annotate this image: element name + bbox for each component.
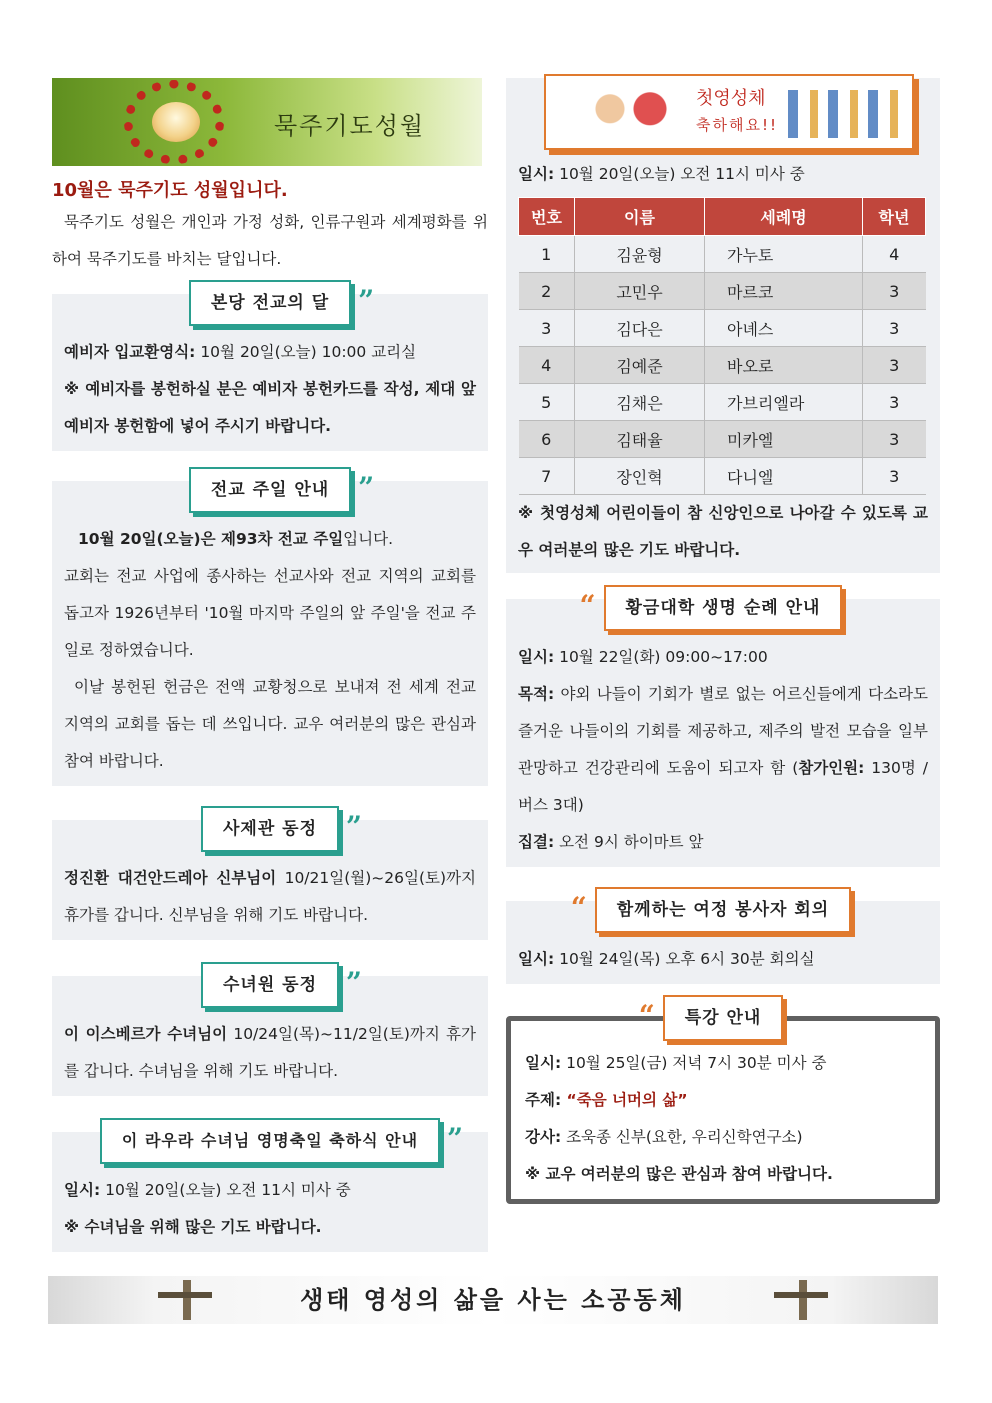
table-cell: 3 — [863, 310, 926, 347]
table-header: 번호 — [519, 198, 575, 236]
feast-title: 이 라우라 수녀님 영명축일 축하식 안내 ” — [100, 1118, 440, 1164]
communion-note: ※ 첫영성체 어린이들이 참 신앙인으로 나아갈 수 있도록 교우 여러분의 많은 기도 바랍니다. — [518, 504, 928, 559]
pilgrimage-gather-label: 집결: — [518, 833, 555, 851]
lecture-date-label: 일시: — [525, 1054, 562, 1072]
lecture-note: ※ 교우 여러분의 많은 관심과 참여 바랍니다. — [525, 1165, 833, 1183]
feast-date-value: 10월 20일(오늘) 오전 11시 미사 중 — [100, 1181, 351, 1199]
lecture-speaker-value: 조욱종 신부(요한, 우리신학연구소) — [561, 1128, 803, 1146]
lecture-box — [506, 999, 940, 1204]
quote-icon: ” — [345, 966, 364, 999]
convent-news-title: 수녀원 동정 ” — [201, 962, 339, 1008]
table-cell: 5 — [519, 384, 575, 421]
intro-heading: 10월은 묵주기도 성월입니다. — [52, 180, 288, 201]
quote-icon: “ — [638, 999, 656, 1032]
table-row — [519, 310, 926, 347]
table-cell: 가브리엘라 — [705, 384, 863, 421]
table-header-row — [519, 198, 926, 236]
lecture-topic-value: “죽음 너머의 삶” — [561, 1091, 688, 1109]
candle-icon — [152, 102, 200, 142]
table-row — [519, 236, 926, 273]
table-cell: 장인혁 — [575, 458, 705, 495]
mission-month-label: 예비자 입교환영식: — [64, 343, 196, 361]
priest-news-text: 10/21일(월)~26일(토)까지 휴가를 갑니다. 신부님을 위해 기도 바랍니다. — [64, 869, 476, 924]
table-cell: 고민우 — [575, 273, 705, 310]
pilgrimage-section — [506, 589, 940, 867]
table-header: 세례명 — [705, 198, 863, 236]
footer-text: 생태 영성의 삶을 사는 소공동체 — [300, 1286, 686, 1314]
right-column — [506, 78, 940, 1204]
table-cell: 미카엘 — [705, 421, 863, 458]
pilgrimage-count-value: 130명 /버스 3대) — [518, 759, 928, 814]
pilgrimage-purpose-value: 야외 나들이 기회가 별로 없는 어르신들에게 다소라도 즐거운 나들이의 기회를 제공하고, 제주의 발전 모습을 일부 관망하고 건강관리에 도움이 되고자 함 ( — [518, 685, 928, 777]
table-cell: 김예준 — [575, 347, 705, 384]
table-cell: 김태율 — [575, 421, 705, 458]
table-cell: 바오로 — [705, 347, 863, 384]
mission-sunday-title: 전교 주일 안내 ” — [189, 467, 351, 513]
cross-icon — [158, 1280, 212, 1320]
feast-date-label: 일시: — [64, 1181, 101, 1199]
communion-table — [518, 197, 926, 495]
quote-icon: ” — [358, 284, 376, 317]
table-cell: 3 — [863, 347, 926, 384]
volunteer-date-value: 10월 24일(목) 오후 6시 30분 회의실 — [554, 950, 815, 968]
table-cell: 가누토 — [705, 236, 863, 273]
table-row — [519, 384, 926, 421]
cross-icon — [774, 1280, 828, 1320]
table-cell: 4 — [863, 236, 926, 273]
pilgrimage-date-label: 일시: — [518, 648, 555, 666]
convent-news-section — [52, 966, 488, 1096]
pilgrimage-title: “ 황금대학 생명 순례 안내 — [604, 585, 843, 631]
mission-month-title: 본당 전교의 달 ” — [189, 280, 351, 326]
rosary-banner — [52, 78, 482, 166]
volunteer-date-label: 일시: — [518, 950, 555, 968]
children-illustration-icon — [788, 90, 898, 138]
table-cell: 4 — [519, 347, 575, 384]
table-cell: 김채은 — [575, 384, 705, 421]
table-cell: 3 — [863, 384, 926, 421]
first-communion-subtitle: 축하해요!! — [696, 116, 778, 134]
pilgrimage-purpose-label: 목적: — [518, 685, 555, 703]
table-cell: 다니엘 — [705, 458, 863, 495]
quote-icon: “ — [579, 589, 597, 622]
intro-text: 묵주기도 성월은 개인과 가정 성화, 인류구원과 세계평화를 위하여 묵주기도를 바치는 달입니다. — [52, 213, 488, 268]
table-header: 이름 — [575, 198, 705, 236]
table-cell: 7 — [519, 458, 575, 495]
mission-sunday-section — [52, 471, 488, 786]
couple-illustration-icon — [580, 88, 680, 140]
priest-name: 정진환 대건안드레아 신부님이 — [64, 869, 277, 887]
left-column — [52, 78, 488, 1252]
first-communion-banner — [544, 74, 914, 150]
mission-month-section — [52, 284, 488, 451]
mission-sunday-bold: 10월 20일(오늘)은 제93차 전교 주일 — [78, 530, 344, 548]
table-cell: 김윤형 — [575, 236, 705, 273]
volunteer-title: “ 함께하는 여정 봉사자 회의 — [595, 887, 851, 933]
communion-date-value: 10월 20일(오늘) 오전 11시 미사 중 — [554, 165, 805, 183]
mission-sunday-para1: 교회는 전교 사업에 종사하는 선교사와 전교 지역의 교회를 돕고자 1926년부터 '10월 마지막 주일의 앞 주일'을 전교 주일로 정하였습니다. — [64, 567, 476, 659]
quote-icon: ” — [446, 1122, 465, 1155]
table-cell: 2 — [519, 273, 575, 310]
mission-sunday-rest: 입니다. — [343, 530, 394, 548]
quote-icon: ” — [345, 810, 364, 843]
table-row — [519, 421, 926, 458]
pilgrimage-gather-value: 오전 9시 하이마트 앞 — [554, 833, 704, 851]
table-cell: 3 — [863, 421, 926, 458]
table-row — [519, 347, 926, 384]
table-header: 학년 — [863, 198, 926, 236]
quote-icon: ” — [358, 471, 376, 504]
volunteer-section — [506, 891, 940, 984]
feast-section — [52, 1122, 488, 1252]
pilgrimage-date-value: 10월 22일(화) 09:00~17:00 — [554, 648, 768, 666]
table-cell: 3 — [863, 458, 926, 495]
quote-icon: “ — [570, 891, 588, 924]
footer-banner — [48, 1276, 938, 1324]
table-cell: 아녜스 — [705, 310, 863, 347]
lecture-speaker-label: 강사: — [525, 1128, 562, 1146]
banner-title: 묵주기도성월 — [274, 112, 426, 140]
table-cell: 김다은 — [575, 310, 705, 347]
communion-date-label: 일시: — [518, 165, 555, 183]
mission-month-value: 10월 20일(오늘) 10:00 교리실 — [195, 343, 417, 361]
convent-news-text: 10/24일(목)~11/2일(토)까지 휴가를 갑니다. 수녀님을 위해 기도 바랍니다. — [64, 1025, 476, 1080]
lecture-date-value: 10월 25일(금) 저녁 7시 30분 미사 중 — [561, 1054, 827, 1072]
first-communion-title: 첫영성체 — [696, 88, 766, 109]
priest-news-section — [52, 810, 488, 940]
mission-sunday-para2: 이날 봉헌된 헌금은 전액 교황청으로 보내져 전 세계 전교 지역의 교회를 돕는 데 쓰입니다. 교우 여러분의 많은 관심과 참여 바랍니다. — [64, 678, 476, 770]
table-cell: 마르코 — [705, 273, 863, 310]
table-cell: 3 — [519, 310, 575, 347]
lecture-title: “ 특강 안내 — [663, 995, 784, 1041]
priest-news-title: 사제관 동정 ” — [201, 806, 339, 852]
table-cell: 3 — [863, 273, 926, 310]
nun-name: 이 이스베르가 수녀님이 — [64, 1025, 228, 1043]
feast-note: ※ 수녀님을 위해 많은 기도 바랍니다. — [64, 1218, 322, 1236]
lecture-topic-label: 주제: — [525, 1091, 562, 1109]
pilgrimage-count-label: 참가인원: — [798, 759, 865, 777]
table-cell: 1 — [519, 236, 575, 273]
lecture-section — [506, 999, 940, 1204]
first-communion-section — [506, 78, 940, 573]
table-cell: 6 — [519, 421, 575, 458]
table-row — [519, 458, 926, 495]
table-row — [519, 273, 926, 310]
mission-month-note: ※ 예비자를 봉헌하실 분은 예비자 봉헌카드를 작성, 제대 앞 예비자 봉헌함에 넣어 주시기 바랍니다. — [64, 380, 476, 435]
